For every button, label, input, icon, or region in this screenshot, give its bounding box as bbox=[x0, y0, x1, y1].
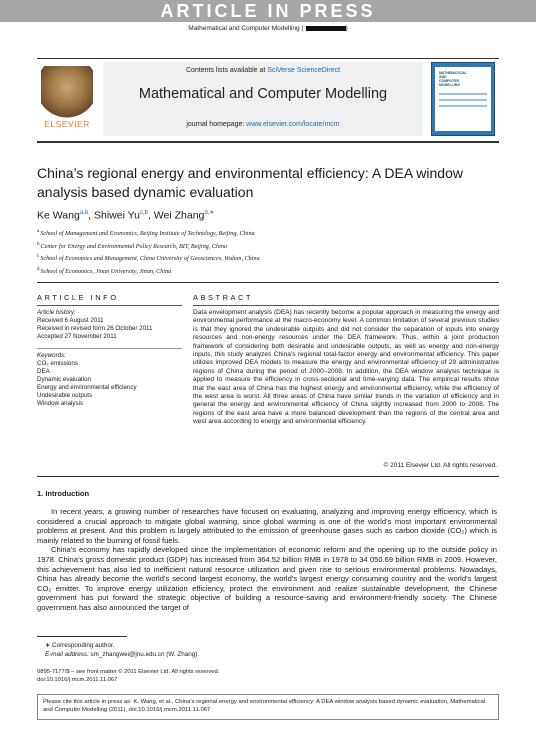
issn-line: 0895-7177/$ – see front matter © 2011 Elsevier Ltd. All rights reserved. bbox=[37, 669, 220, 675]
section-heading-introduction: 1. Introduction bbox=[37, 489, 90, 498]
affiliations bbox=[37, 227, 497, 277]
body-rule bbox=[37, 476, 499, 477]
article-history bbox=[37, 309, 182, 341]
footnote-line: ∗ Corresponding author. bbox=[45, 642, 115, 649]
affiliation-mark: c bbox=[37, 254, 40, 260]
affiliation-mark: d bbox=[37, 266, 40, 272]
cover-line: COMPUTER bbox=[439, 79, 460, 83]
publication-info bbox=[37, 668, 497, 684]
keyword: Dynamic evaluation bbox=[37, 376, 91, 383]
affiliation bbox=[37, 240, 497, 253]
keyword-list bbox=[37, 352, 182, 408]
doi-line[interactable]: doi:10.1016/j.mcm.2011.11.067 bbox=[37, 677, 118, 683]
keywords-rule bbox=[37, 348, 182, 349]
affiliation-text: School of Economics and Management, China University of Geosciences, Wuhan, China bbox=[40, 255, 260, 263]
journal-reference-end: ) bbox=[345, 25, 348, 32]
email-label: E-mail address: bbox=[45, 650, 91, 658]
corresponding-author-footnote bbox=[45, 642, 495, 659]
front-matter-rule bbox=[37, 282, 499, 283]
keyword: CO₂ emissions bbox=[37, 360, 78, 367]
homepage-link[interactable]: www.elsevier.com/locate/mcm bbox=[246, 121, 340, 128]
affiliation-text: School of Management and Economics, Beijing Institute of Technology, Beijing, China bbox=[40, 230, 255, 238]
header-rule bbox=[37, 141, 499, 143]
author-affiliation-mark[interactable]: d,∗ bbox=[204, 210, 215, 216]
journal-reference-text: Mathematical and Computer Modelling ( bbox=[188, 25, 304, 32]
homepage-prefix: journal homepage: bbox=[186, 121, 247, 128]
journal-reference bbox=[0, 25, 536, 32]
cover-line: MODELLING bbox=[439, 83, 460, 87]
author-separator: , bbox=[147, 209, 154, 222]
author-name: Shiwei Yu bbox=[94, 209, 140, 222]
cover-line: AND bbox=[439, 75, 447, 79]
contents-line bbox=[103, 67, 423, 74]
article-info-heading: ARTICLE INFO bbox=[37, 293, 119, 302]
keyword: Energy and environmental efficiency bbox=[37, 384, 137, 391]
banner-title: ARTICLE IN PRESS bbox=[160, 1, 376, 21]
history-label: Article history: bbox=[37, 309, 76, 316]
copyright-notice: © 2011 Elsevier Ltd. All rights reserved. bbox=[383, 462, 497, 469]
paper-title-line: China’s regional energy and environmental efficiency: A DEA window bbox=[37, 165, 463, 181]
abstract-rule bbox=[193, 305, 499, 306]
citation-box: Please cite this article in press as: K. Wang, et al., China’s regional energy and environmental efficiency: A DEA window analysis based dynamic evaluation, Mathematical and Computer Modelling (2011), doi:10.1016/j.mcm.2011.11.067 bbox=[37, 694, 499, 720]
body-paragraph: China’s economy has rapidly developed since the implementation of economic reform and the opening up to the outside policy in 1978. China’s gross domestic product (GDP) has increased from 364.52 billion RMB in 1978 to 34 050.69 billion RMB in 2009. However, this achievement has also led to inefficient natural resource utilization and given rise to serious environmental problems. Nowadays, China has already become the world’s second largest economy, the world’s largest energy consuming country and the world’s largest CO₂ emitter. To improve energy utilization efficiency, protect the environment and realize sustainable development, the Chinese government has put forward the strategic objective of building a resource-saving and environment-friendly society. The Chinese government has also announced the target of bbox=[37, 545, 497, 612]
abstract-heading: ABSTRACT bbox=[193, 293, 254, 302]
body-paragraph: In recent years, a growing number of researches have focused on evaluating, analyzing and improving energy efficiency, which is considered a crucial approach to mitigate global warming, since global warming is one of the world’s most important environmental problems at present. And this problem is largely attributed to the emission of greenhouse gases such as carbon dioxide (CO₂) which is mainly related to the burning of fossil fuels. bbox=[37, 507, 497, 545]
keywords-label: Keywords: bbox=[37, 352, 66, 359]
cover-inner bbox=[435, 67, 491, 131]
journal-header bbox=[103, 62, 423, 136]
history-entry: Received 6 August 2011 bbox=[37, 317, 104, 324]
homepage-line bbox=[103, 121, 423, 128]
cover-line: MATHEMATICAL bbox=[439, 71, 467, 75]
author-affiliation-mark[interactable]: a,b bbox=[79, 210, 89, 216]
keyword: Undesirable outputs bbox=[37, 392, 93, 399]
keyword: Window analysis bbox=[37, 400, 84, 407]
cover-decoration bbox=[439, 99, 487, 101]
contents-prefix: Contents lists available at bbox=[185, 67, 268, 74]
author-separator: , bbox=[88, 209, 94, 222]
author-name: Wei Zhang bbox=[153, 209, 205, 222]
email-value[interactable]: sm_zhangwei@jnu.edu.cn (W. Zhang). bbox=[90, 650, 200, 658]
elsevier-tree-icon bbox=[41, 66, 93, 118]
history-entry: Accepted 27 November 2011 bbox=[37, 333, 117, 340]
affiliation bbox=[37, 265, 497, 278]
cover-decoration bbox=[439, 93, 487, 95]
affiliation-text: School of Economics, Jinan University, Jinan, China bbox=[40, 267, 172, 275]
history-entry: Received in revised form 26 October 2011 bbox=[37, 325, 153, 332]
affiliation bbox=[37, 227, 497, 240]
keyword: DEA bbox=[37, 368, 50, 375]
publisher-name: ELSEVIER bbox=[44, 119, 90, 129]
footnote-rule bbox=[37, 636, 127, 637]
elsevier-logo bbox=[37, 66, 97, 134]
affiliation-mark: b bbox=[37, 241, 40, 247]
author-affiliation-mark[interactable]: c,b bbox=[139, 210, 148, 216]
redacted-volume-block bbox=[306, 26, 346, 31]
paper-title-line: analysis based dynamic evaluation bbox=[37, 184, 254, 200]
journal-cover-thumbnail bbox=[431, 62, 495, 136]
paper-title bbox=[37, 164, 497, 202]
cover-decoration bbox=[439, 105, 487, 107]
affiliation bbox=[37, 252, 497, 265]
abstract-text: Data envelopment analysis (DEA) has recently become a popular approach in measuring the energy and environmental performance at the macro-economy level. A common limitation of several previous studies is that they ignored the undesirable outputs and did not consider the separation of inputs into energy resources and non-energy resources under the DEA framework. Thus, within a joint production framework of considering both desirable and undesirable outputs, as well as energy and non-energy inputs, this study analyzes China’s regional total-factor energy and environmental efficiency. This paper utilizes improved DEA models to measure the energy and environmental efficiency of 29 administrative regions of China during the period of 2000–2008. In addition, the DEA window analysis technique is applied to measure the efficiency in cross-sectional and time-varying data. The empirical results show that the east area of China has the highest energy and environmental efficiency, while the efficiency of the west area is worst. All three areas of China have similar trends in the variation of efficiency and in general the energy and environmental efficiency of China slightly increased from 2000 to 2008. The regions of the east area have a more balanced development than the regions of the central area and west area according to energy and environmental efficiency. bbox=[193, 309, 499, 426]
affiliation-mark: a bbox=[37, 229, 40, 234]
author-name: Ke Wang bbox=[37, 209, 80, 222]
introduction-body bbox=[37, 507, 497, 613]
article-info-rule bbox=[37, 305, 182, 306]
cover-title bbox=[439, 71, 487, 87]
author-list bbox=[37, 209, 497, 222]
top-rule bbox=[37, 58, 499, 59]
article-in-press-banner bbox=[0, 0, 536, 22]
affiliation-text: Center for Energy and Environmental Policy Research, BIT, Beijing, China bbox=[40, 242, 228, 250]
journal-title: Mathematical and Computer Modelling bbox=[138, 86, 388, 102]
footnote-email-line bbox=[45, 651, 495, 660]
sciencedirect-link[interactable]: SciVerse ScienceDirect bbox=[267, 67, 341, 74]
